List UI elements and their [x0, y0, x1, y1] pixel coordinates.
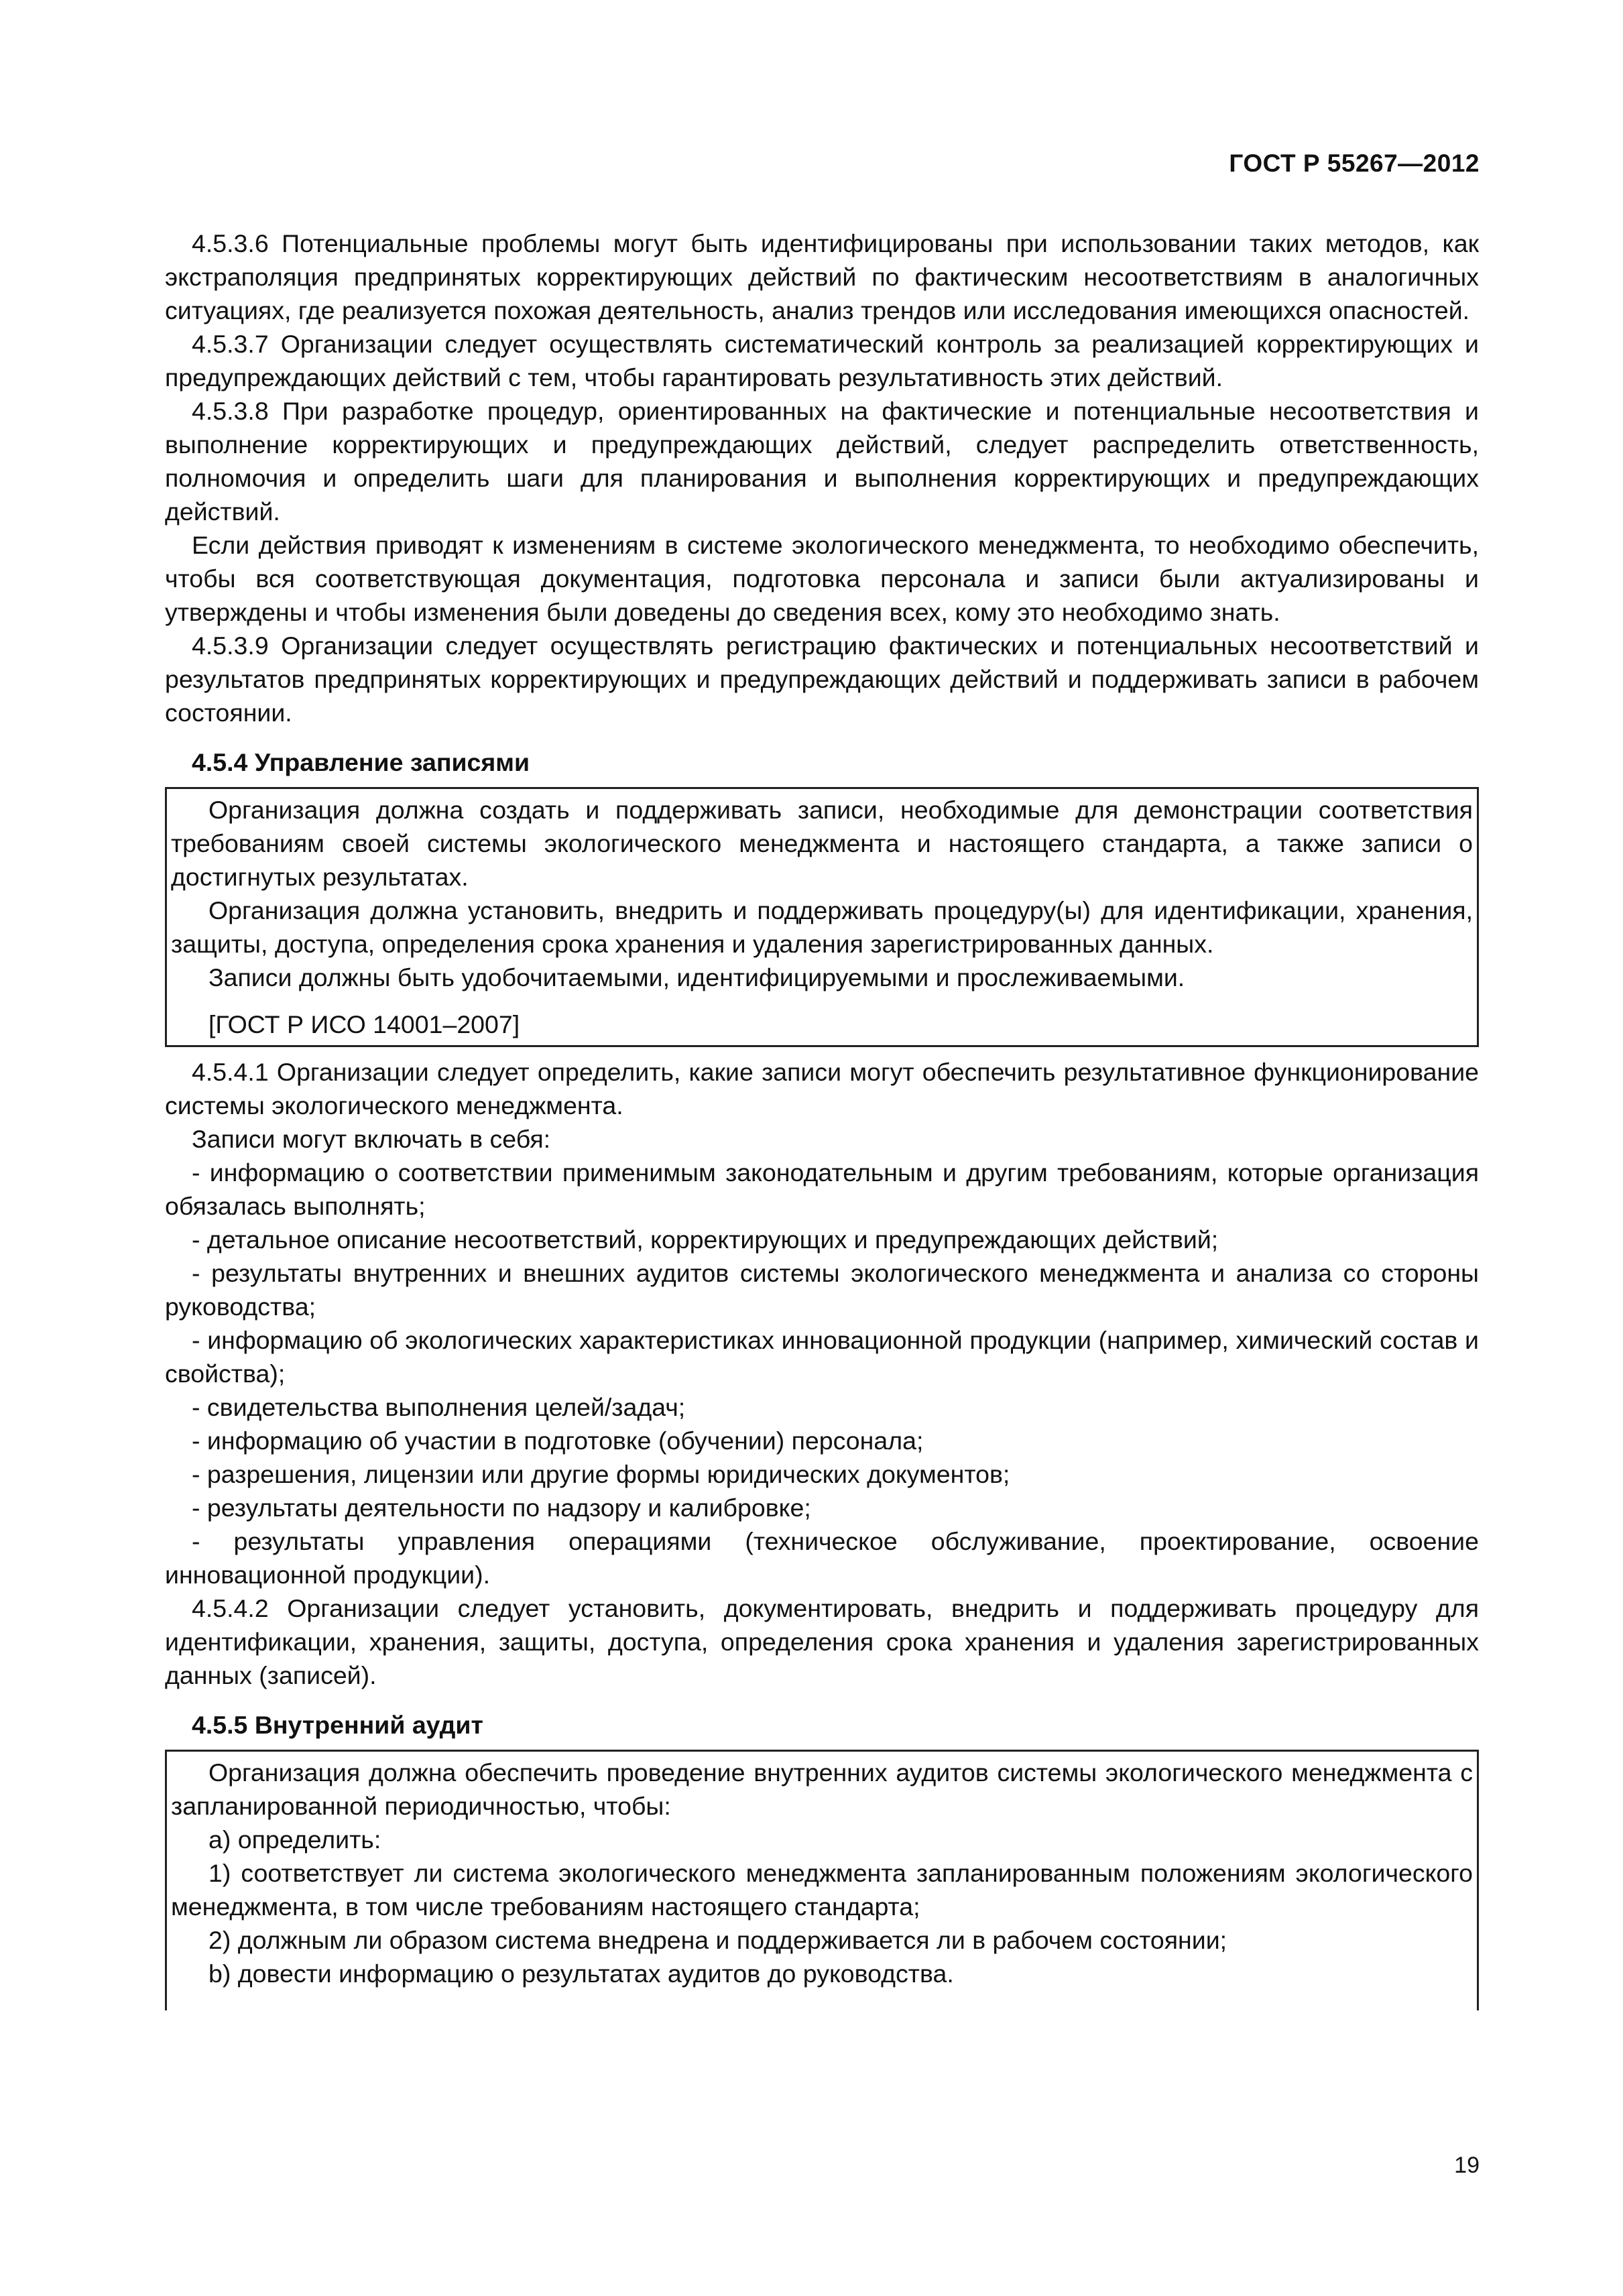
section-heading-4-5-5: 4.5.5 Внутренний аудит — [192, 1711, 483, 1739]
quoted-requirement-box-continued — [165, 1750, 1479, 2010]
page-content — [165, 227, 1479, 2010]
list-item: - результаты управления операциями (техническое обслуживание, проектирование, освоение инновационной продукции). — [165, 1527, 1479, 1589]
document-code: ГОСТ Р 55267—2012 — [1229, 149, 1480, 177]
section-heading-4-5-4: 4.5.4 Управление записями — [192, 748, 530, 776]
list-item: - детальное описание несоответствий, корректирующих и предупреждающих действий; — [192, 1225, 1219, 1254]
box-list-item: 2) должным ли образом система внедрена и поддерживается ли в рабочем состоянии; — [208, 1926, 1227, 1954]
box-list-item: b) довести информацию о результатах аудитов до руководства. — [208, 1959, 954, 1988]
list-item: - информацию об участии в подготовке (обучении) персонала; — [192, 1427, 924, 1455]
standard-reference: [ГОСТ Р ИСО 14001–2007] — [208, 1010, 520, 1038]
box-list-item: а) определить: — [208, 1825, 381, 1854]
box-list-item: 1) соответствует ли система экологического менеджмента запланированным положениям экологического менеджмента, в том числе требованиям настоящего стандарта; — [171, 1859, 1473, 1921]
list-item: - свидетельства выполнения целей/задач; — [192, 1393, 686, 1421]
paragraph-4-5-3-7: 4.5.3.7 Организации следует осуществлять систематический контроль за реализацией корректирующих и предупреждающих действий с тем, чтобы гарантировать результативность этих действий. — [165, 330, 1479, 391]
box-paragraph: Организация должна установить, внедрить и поддерживать процедуру(ы) для идентификации, хранения, защиты, доступа, определения срока хранения и удаления зарегистрированных данных. — [171, 896, 1473, 958]
paragraph-4-5-3-8: 4.5.3.8 При разработке процедур, ориентированных на фактические и потенциальные несоответствия и выполнение корректирующих и предупреждающих действий, следует распределить ответственность, полномочия и определить шаги для планирования и выполнения корректирующих и предупреждающих действий. — [165, 397, 1479, 526]
paragraph-4-5-3-9: 4.5.3.9 Организации следует осуществлять регистрацию фактических и потенциальных несоответствий и результатов предпринятых корректирующих и предупреждающих действий и поддерживать записи в рабочем состоянии. — [165, 631, 1479, 727]
list-intro: Записи могут включать в себя: — [192, 1125, 551, 1153]
paragraph-4-5-4-2: 4.5.4.2 Организации следует установить, документировать, внедрить и поддерживать процедуру для идентификации, хранения, защиты, доступа, определения срока хранения и удаления зарегистрированных данных (записей). — [165, 1594, 1479, 1689]
paragraph-4-5-3-6: 4.5.3.6 Потенциальные проблемы могут быть идентифицированы при использовании таких методов, как экстраполяция предпринятых корректирующих действий по фактическим несоответствиям в аналогичных ситуациях, где реализуется похожая деятельность, анализ трендов или исследования имеющихся опасностей. — [165, 229, 1479, 324]
list-item: - информацию об экологических характеристиках инновационной продукции (например, химический состав и свойства); — [165, 1326, 1479, 1388]
list-item: - результаты внутренних и внешних аудитов системы экологического менеджмента и анализа со стороны руководства; — [165, 1259, 1479, 1321]
list-item: - разрешения, лицензии или другие формы юридических документов; — [192, 1460, 1010, 1488]
paragraph-changes: Если действия приводят к изменениям в системе экологического менеджмента, то необходимо обеспечить, чтобы вся соответствующая документация, подготовка персонала и записи были актуализированы и утверждены и чтобы изменения были доведены до сведения всех, кому это необходимо знать. — [165, 531, 1479, 626]
paragraph-4-5-4-1: 4.5.4.1 Организации следует определить, какие записи могут обеспечить результативное функционирование системы экологического менеджмента. — [165, 1058, 1479, 1120]
list-item: - результаты деятельности по надзору и калибровке; — [192, 1494, 811, 1522]
box-paragraph: Записи должны быть удобочитаемыми, идентифицируемыми и прослеживаемыми. — [208, 963, 1185, 991]
quoted-requirement-box — [165, 787, 1479, 1047]
list-item: - информацию о соответствии применимым законодательным и другим требованиям, которые организация обязалась выполнять; — [165, 1158, 1479, 1220]
page-number: 19 — [1454, 2153, 1480, 2178]
box-paragraph: Организация должна обеспечить проведение внутренних аудитов системы экологического менеджмента с запланированной периодичностью, чтобы: — [171, 1758, 1473, 1820]
box-paragraph: Организация должна создать и поддерживать записи, необходимые для демонстрации соответствия требованиям своей системы экологического менеджмента и настоящего стандарта, а также записи о достигнутых результатах. — [171, 796, 1473, 891]
